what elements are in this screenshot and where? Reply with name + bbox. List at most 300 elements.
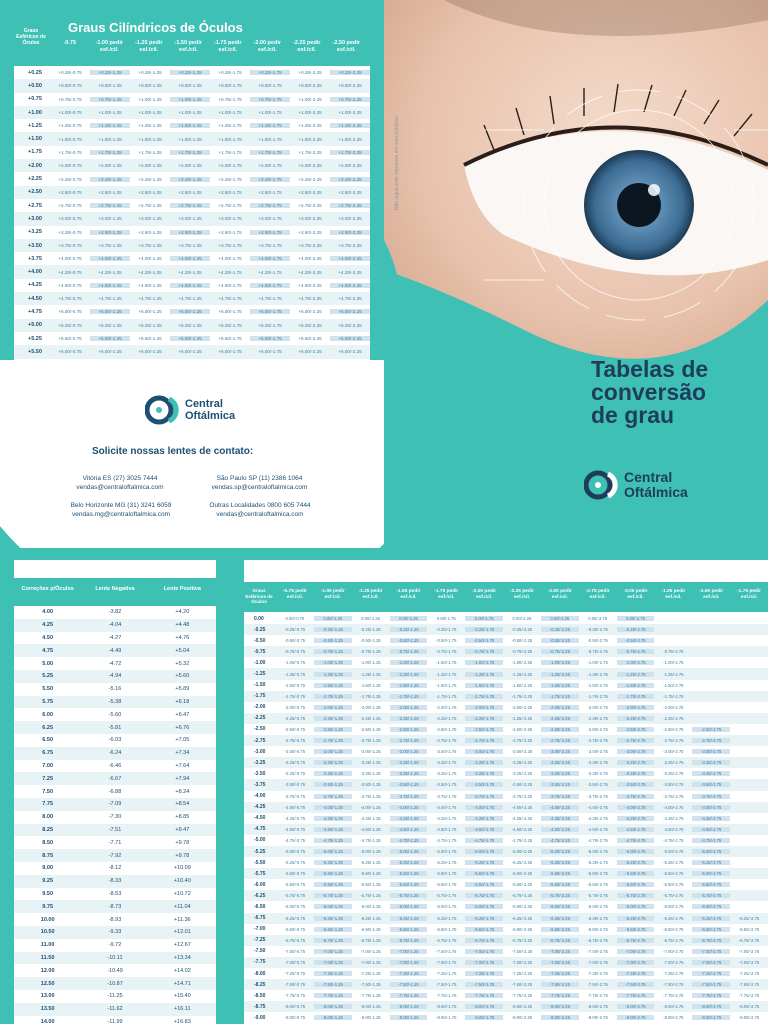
table-cell: -4.50/-0.75 (284, 826, 306, 832)
column-headers (276, 589, 768, 600)
table-row (244, 957, 768, 968)
table-row (244, 668, 768, 679)
table-cell: -5.00/-2.75 (663, 849, 684, 855)
sphere-value: +0.50 (28, 82, 42, 89)
column-header: -2.50 pedir esf./cil. (547, 589, 572, 600)
table-cell (730, 849, 768, 854)
row-cells (276, 627, 768, 632)
table-cell: +1.00/-1.25 (138, 110, 162, 116)
table-cell: -1.75/-1.25 (390, 694, 428, 699)
table-cell: -2.50/-2.75 (663, 726, 684, 732)
contact-bh (52, 501, 190, 519)
cover-brand-logo (584, 470, 688, 500)
table-row (14, 186, 370, 199)
table-cell: -1.00/-2.75 (663, 660, 684, 666)
table-cell: -3.75/-2.75 (587, 793, 608, 799)
table-cell: -3.25/-1.75 (436, 771, 457, 777)
table-cell: -0.25/-1.75 (436, 627, 457, 633)
table-cell: -6.00/-2.75 (587, 904, 608, 910)
table-cell: -11.25 (107, 993, 123, 1000)
contact-vitoria-email[interactable]: vendas@centraloftalmica.com (76, 484, 164, 491)
contact-outras-phone: Outras Localidades 0800 605 7444 (209, 502, 311, 509)
table-cell: 7.50 (42, 788, 54, 795)
table-cell: -5.25/-1.75 (436, 860, 457, 866)
table-cell: -3.25/-2.75 (692, 760, 730, 765)
table-cell: 0.00/-2.75 (617, 616, 655, 621)
table-cell: -7.50/-2.75 (692, 982, 730, 987)
table-cell: +16.11 (174, 1006, 191, 1013)
table-cell: +10.72 (173, 890, 191, 897)
table-row (244, 901, 768, 912)
table-cell: +3.00/-1.25 (138, 216, 162, 222)
table-cell: -5.25/-1.25 (360, 860, 381, 866)
row-cells (50, 216, 370, 221)
table-cell: -0.25/-1.25 (314, 627, 352, 632)
table-cell: +6.47 (175, 711, 190, 718)
sphere-value: +4.00 (28, 269, 42, 276)
table-cell: -7.50/-2.75 (663, 982, 684, 988)
table-cell: -3.00/-1.25 (360, 749, 381, 755)
table-cell: -7.75/-0.75 (284, 993, 306, 999)
table-cell: -8.00/-1.75 (465, 1004, 503, 1009)
table-row (14, 226, 370, 239)
table-cell: -3.25/-2.75 (587, 771, 608, 777)
table-cell: -5.25/-1.25 (314, 860, 352, 865)
table-cell: -7.25/-2.25 (541, 971, 579, 976)
table-cell: -7.25/-1.25 (314, 971, 352, 976)
table-cell: -2.75/-1.25 (314, 738, 352, 743)
table-cell: -3.50/-1.25 (390, 782, 428, 787)
table-cell: 4.50 (42, 634, 54, 641)
sphere-value: -7.75 (254, 959, 266, 966)
table-cell (730, 716, 768, 721)
table-cell: -0.25/-1.25 (390, 627, 428, 632)
table-cell: -3.25/-2.75 (617, 760, 655, 765)
table-row (14, 939, 216, 952)
table-cell: -4.25/-2.25 (541, 816, 579, 821)
table-row (244, 1001, 768, 1012)
table-row (244, 924, 768, 935)
table-cell: -0.75/-1.25 (314, 649, 352, 654)
eye-photo (384, 0, 768, 548)
table-cell: +0.25/-0.75 (58, 70, 82, 76)
table-cell: -0.50/-1.75 (465, 638, 503, 643)
row-cells (276, 904, 768, 909)
table-cell: -8.73 (108, 903, 122, 910)
table-cell: -7.75/-2.75 (587, 993, 608, 999)
sphere-value: -3.00 (254, 748, 266, 755)
table-cell: -7.00/-2.75 (692, 960, 730, 965)
table-cell: -6.25/-1.75 (436, 915, 457, 921)
contact-saopaulo-email[interactable]: vendas.sp@centraloftalmica.com (211, 484, 308, 491)
table-cell: -5.00/-1.75 (465, 849, 503, 854)
row-cells (50, 177, 370, 182)
table-cell: -4.25/-2.75 (692, 816, 730, 821)
table-row (14, 696, 216, 709)
table-row (244, 791, 768, 802)
table-cell: -3.75/-1.25 (314, 794, 352, 799)
table-cell: -3.25/-2.25 (541, 771, 579, 776)
sphere-value: -5.75 (254, 870, 266, 877)
table-cell: 9.25 (42, 878, 54, 885)
sphere-value: -1.00 (254, 659, 266, 666)
table-cell: -4.75/-1.75 (465, 838, 503, 843)
table-row (244, 657, 768, 668)
sphere-value: -0.25 (254, 626, 266, 633)
sphere-value: -4.25 (254, 804, 266, 811)
column-header: -1.25 pedir esf./cil. (134, 40, 163, 53)
table-cell (730, 627, 768, 632)
table-row (14, 977, 216, 990)
table-cell: +7.05 (175, 737, 190, 744)
table-cell: -1.25/-1.25 (314, 672, 352, 677)
table-row (14, 305, 370, 318)
table-cell: +2.75/-1.75 (250, 203, 290, 208)
table-cell: 5.00 (42, 660, 54, 667)
table-cell: -5.75/-2.75 (617, 893, 655, 898)
table-cell: -2.50/-0.75 (284, 726, 306, 732)
table-cell: +14.02 (173, 967, 191, 974)
table-cell: -4.00/-2.25 (511, 804, 533, 810)
table-cell: 9.50 (42, 890, 54, 897)
row-cells (276, 916, 768, 921)
row-cells (276, 694, 768, 699)
table-cell: +0.50/-2.25 (298, 83, 322, 89)
table-cell: 0.00/-1.25 (314, 616, 352, 621)
table-cell: -3.25/-1.25 (390, 771, 428, 776)
table-cell: -7.50/-1.25 (314, 982, 352, 987)
table-cell: -3.50/-2.25 (511, 782, 533, 788)
table-cell: +4.75/-2.25 (338, 296, 362, 302)
table-cell: -6.00/-2.75 (617, 904, 655, 909)
table-row (14, 964, 216, 977)
table-cell: 13.50 (40, 1006, 55, 1013)
table-row (14, 619, 216, 632)
table-cell: +2.00/-0.75 (58, 163, 82, 169)
table-cell: +1.25/-0.75 (58, 123, 82, 129)
table-cell: -4.75/-2.75 (663, 837, 684, 843)
table-cell: -6.88 (108, 788, 122, 795)
table-row (14, 785, 216, 798)
table-cell: -6.50/-2.75 (692, 927, 730, 932)
table-cell (692, 683, 730, 688)
table-cell: -6.00/-0.75 (284, 904, 306, 910)
table-cell: +5.00/-1.75 (250, 309, 290, 314)
table-cell: +3.50/-2.25 (330, 230, 370, 235)
brand-name (185, 398, 235, 422)
table-cell: 6.75 (42, 750, 54, 757)
table-cell: +5.00/-1.25 (170, 309, 210, 314)
table-cell: -4.04 (108, 622, 122, 629)
table-cell: -6.50/-1.75 (436, 926, 457, 932)
table-cell: -7.00/-1.75 (436, 959, 457, 965)
contact-bh-email[interactable]: vendas.mg@centraloftalmica.com (72, 511, 170, 518)
sphere-value: -1.25 (254, 671, 266, 678)
table-cell: 4.00 (42, 609, 54, 616)
sphere-value: -3.50 (254, 770, 266, 777)
table-cell: -7.50/-2.25 (511, 982, 533, 988)
table-cell: -7.71 (108, 839, 122, 846)
table-cell: -5.16 (108, 686, 122, 693)
table-cell: -5.75/-2.25 (541, 893, 579, 898)
row-cells (276, 949, 768, 954)
table-cell: -4.75/-2.75 (692, 838, 730, 843)
table-cell: -8.00/-1.25 (390, 1004, 428, 1009)
brand-name-line2: Oftálmica (185, 410, 236, 422)
table-cell: -2.25/-2.75 (587, 715, 608, 721)
table-row (14, 79, 370, 92)
table-cell: +1.25/-1.75 (250, 123, 290, 128)
table-cell: -7.75/-1.75 (436, 993, 457, 999)
table-row (244, 890, 768, 901)
table-cell: +4.00/-2.25 (298, 256, 322, 262)
column-headers (50, 40, 366, 53)
table-cell: -5.50/-1.25 (314, 882, 352, 887)
table-cell: +1.00/-1.75 (218, 110, 242, 116)
table-cell: 8.25 (42, 826, 54, 833)
table-cell: 5.75 (42, 698, 54, 705)
table-cell: 0.00/-1.25 (390, 616, 428, 621)
table-cell: +1.00/-1.75 (258, 110, 282, 116)
table-row (14, 990, 216, 1003)
row-cells (50, 83, 370, 88)
table-cell: 0.00/-2.25 (541, 616, 579, 621)
table-cell: -0.75/-1.25 (390, 649, 428, 654)
table-cell: -6.75/-2.25 (511, 937, 533, 943)
table-cell: -2.75/-2.75 (617, 738, 655, 743)
contact-outras-email[interactable]: vendas@centraloftalmica.com (216, 511, 304, 518)
table-cell: -2.75/-1.75 (465, 738, 503, 743)
table-cell: +5.50/-1.75 (218, 336, 242, 342)
table-cell: -2.00/-1.25 (360, 704, 381, 710)
table-cell (730, 660, 768, 665)
table-cell: +3.00/-1.25 (98, 216, 122, 222)
table-row (244, 979, 768, 990)
table-row (244, 990, 768, 1001)
row-cells (50, 323, 370, 328)
table-cell: -1.00/-2.75 (617, 660, 655, 665)
sphere-value: +4.25 (28, 282, 42, 289)
corner-label: Graus Esféricos de Óculos (16, 28, 46, 46)
sphere-value: -8.25 (254, 981, 266, 988)
table-cell: +4.76 (175, 634, 190, 641)
table-cell: -2.50/-1.75 (436, 726, 457, 732)
table-cell: -7.00/-1.25 (314, 949, 352, 954)
table-cell: +2.75/-2.25 (330, 203, 370, 208)
table-cell: +5.00/-1.25 (138, 309, 162, 315)
table-cell: -3.75/-1.25 (390, 794, 428, 799)
table-cell (692, 627, 730, 632)
table-cell: +4.00/-1.75 (250, 256, 290, 261)
sphere-value: -7.25 (254, 937, 266, 944)
table-cell: +2.75/-2.25 (298, 203, 322, 209)
row-cells (50, 296, 370, 301)
column-header: -2.75 pedir esf./cil. (585, 589, 610, 600)
table-cell: -5.25/-2.75 (692, 860, 730, 865)
table-cell: +6.00/-1.25 (178, 349, 202, 355)
table-cell (692, 705, 730, 710)
table-cell: +2.50/-2.25 (298, 189, 322, 195)
table-cell (730, 771, 768, 776)
sphere-value: -3.75 (254, 781, 266, 788)
table-cell: -6.46 (108, 762, 122, 769)
table-row (244, 846, 768, 857)
table-cell: +2.25/-2.25 (298, 176, 322, 182)
table-row (14, 747, 216, 760)
table-cell: +1.00/-2.25 (338, 110, 362, 116)
table-cell: +3.00/-2.25 (338, 216, 362, 222)
vertex-header-negative: Lente Negativa (95, 586, 135, 592)
table-cell: -5.00/-2.25 (541, 849, 579, 854)
table-row (244, 935, 768, 946)
table-cell: -6.50/-2.75 (587, 926, 608, 932)
vertex-headers (14, 578, 216, 606)
table-cell: +5.00/-1.25 (90, 309, 130, 314)
table-cell: -1.25/-2.25 (541, 672, 579, 677)
table-cell: -6.25/-2.75 (587, 915, 608, 921)
table-cell: -1.50/-1.25 (314, 683, 352, 688)
table-row (14, 632, 216, 645)
table-cell: -7.25/-2.25 (511, 971, 533, 977)
table-cell (730, 827, 768, 832)
table-cell: -7.50/-0.75 (284, 982, 306, 988)
table-cell: -3.25/-2.75 (587, 760, 608, 766)
table-cell: 0.00/-2.25 (512, 616, 532, 622)
table-cell: -4.50/-2.75 (692, 827, 730, 832)
table-cell: -7.75/-2.75 (738, 993, 760, 999)
table-cell: +16.83 (173, 1018, 191, 1024)
table-cell: +13.34 (173, 954, 191, 961)
table-cell: +6.00/-2.25 (338, 349, 362, 355)
table-cell: -6.25/-1.25 (360, 915, 381, 921)
sphere-value: +0.75 (28, 96, 42, 103)
table-cell: +2.25/-1.25 (90, 177, 130, 182)
column-header: -2.25 pedir esf./cil. (292, 40, 321, 53)
table-cell: -1.50/-1.25 (360, 682, 381, 688)
table-cell: +3.75/-1.25 (178, 243, 202, 248)
table-cell: -4.75/-2.75 (617, 838, 655, 843)
table-cell: +2.50/-1.75 (218, 189, 242, 195)
contact-saopaulo-phone: São Paulo SP (11) 2386 1064 (216, 475, 303, 482)
table-cell: +5.25/-1.25 (138, 322, 162, 328)
table-cell: 9.00 (42, 865, 54, 872)
table-cell: -3.25/-2.75 (663, 771, 684, 777)
table-cell: -4.49 (108, 647, 122, 654)
table-cell: -2.25/-1.25 (360, 715, 381, 721)
table-cell: +2.50/-1.25 (138, 189, 162, 195)
table-cell: -1.00/-1.25 (390, 660, 428, 665)
table-cell: -1.25/-0.75 (284, 671, 306, 677)
table-cell: -2.50/-2.75 (587, 726, 608, 732)
vertex-distance-panel (0, 548, 230, 1024)
table-cell: -3.25/-2.25 (511, 771, 533, 777)
sphere-value: -2.50 (254, 726, 266, 733)
table-cell: -1.00/-1.25 (314, 660, 352, 665)
table-cell: -3.25/-2.75 (692, 771, 730, 776)
table-cell: -4.75/-2.75 (587, 837, 608, 843)
table-cell: 0.00/-1.75 (436, 616, 456, 622)
table-cell: +5.25/-2.25 (338, 322, 362, 328)
table-row (244, 879, 768, 890)
table-cell: -6.00/-2.75 (692, 904, 730, 909)
table-row (244, 635, 768, 646)
table-row (14, 760, 216, 773)
table-cell: +4.25/-1.75 (258, 269, 282, 275)
table-cell: +2.75/-1.75 (218, 203, 242, 209)
table-cell: 8.00 (42, 814, 54, 821)
sphere-value: -6.25 (254, 892, 266, 899)
table-cell: -7.00/-1.25 (314, 960, 352, 965)
table-cell: -2.75/-2.25 (541, 738, 579, 743)
table-cell: 4.25 (42, 622, 54, 629)
table-cell: 5.25 (42, 673, 54, 680)
table-cell: +4.50/-0.75 (58, 282, 82, 288)
contact-saopaulo (192, 474, 327, 492)
table-cell: -1.25/-2.25 (511, 671, 533, 677)
table-row (244, 624, 768, 635)
table-cell: +8.85 (175, 814, 190, 821)
table-cell: -6.00/-1.75 (465, 904, 503, 909)
table-cell: -4.50/-2.75 (663, 826, 684, 832)
table-cell: +4.00/-1.25 (90, 256, 130, 261)
table-cell: -4.25/-1.75 (436, 815, 457, 821)
sphere-value: +0.25 (28, 69, 42, 76)
table-cell: -4.50/-1.25 (360, 826, 381, 832)
table-cell (730, 738, 768, 743)
table-cell: -4.00/-2.75 (692, 805, 730, 810)
table-cell: -7.75/-2.75 (617, 993, 655, 998)
row-cells (50, 97, 370, 102)
table-cell: +2.25/-1.25 (170, 177, 210, 182)
table-cell: 8.50 (42, 839, 54, 846)
column-header: -2.25 pedir esf./cil. (509, 589, 534, 600)
table-cell: +0.25/-1.75 (218, 70, 242, 76)
table-cell: +1.50/-1.25 (138, 136, 162, 142)
sphere-value: -0.75 (254, 648, 266, 655)
table-cell: -4.75/-2.25 (541, 838, 579, 843)
table-cell: -5.50/-2.75 (692, 871, 730, 876)
table-cell: -4.50/-2.75 (587, 826, 608, 832)
table-cell: +1.50/-2.25 (338, 136, 362, 142)
sphere-value: +2.50 (28, 189, 42, 196)
sphere-value: -7.50 (254, 948, 266, 955)
table-row (14, 279, 370, 292)
table-cell: -7.00/-1.25 (360, 959, 381, 965)
table-cell: +1.25/-2.25 (330, 123, 370, 128)
table-cell: -1.25/-1.25 (390, 672, 428, 677)
table-cell: -1.50/-0.75 (284, 682, 306, 688)
table-cell: +4.00/-2.25 (330, 256, 370, 261)
table-cell: -5.50/-1.75 (436, 882, 457, 888)
table-body (14, 66, 370, 372)
table-cell: +5.00/-1.75 (218, 309, 242, 315)
table-cell: +7.34 (175, 750, 190, 757)
table-cell: +0.25/-1.25 (170, 70, 210, 75)
table-cell: 7.75 (42, 801, 54, 808)
table-cell: -7.00/-2.25 (541, 960, 579, 965)
table-cell: -5.75/-2.75 (663, 893, 684, 899)
table-cell: -3.25/-1.75 (436, 760, 457, 766)
table-cell: -8.00/-2.75 (692, 1004, 730, 1009)
table-cell: -0.25/-0.75 (284, 627, 306, 633)
table-cell: -6.25/-2.75 (738, 915, 760, 921)
table-cell: +1.50/-1.75 (258, 136, 282, 142)
table-cell: 11.00 (40, 942, 55, 949)
table-cell: -4.25/-2.25 (511, 815, 533, 821)
table-cell: +10.09 (173, 865, 191, 872)
table-cell: -2.25/-2.75 (663, 715, 684, 721)
table-row (244, 757, 768, 768)
